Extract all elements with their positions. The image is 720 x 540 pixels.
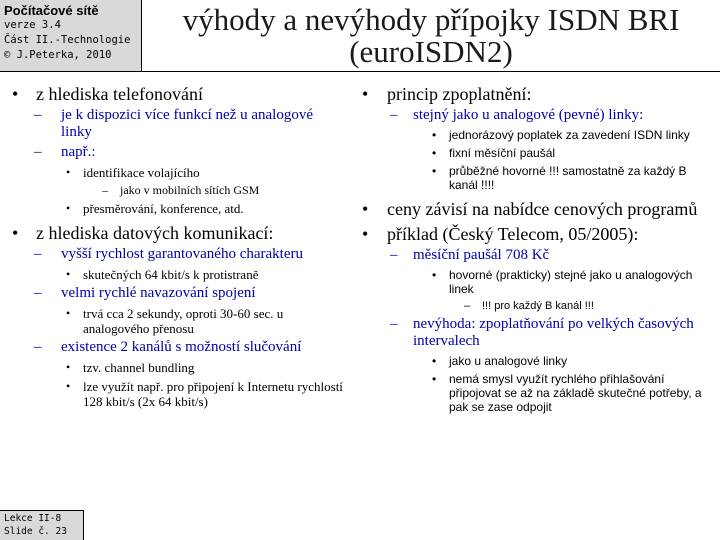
fast-setup-text: velmi rychlé navazování spojení xyxy=(61,285,256,301)
same-as-analog-item xyxy=(356,107,714,192)
caller-id-sublist xyxy=(6,183,346,197)
bullet-marker: • xyxy=(12,84,19,104)
dash-marker: – xyxy=(390,316,398,332)
course-info-box xyxy=(0,0,142,72)
two-channels-item xyxy=(6,339,346,409)
drawback-sublist xyxy=(356,354,714,414)
pricing-text: princip zpoplatnění: xyxy=(387,84,532,104)
bullet-marker: • xyxy=(66,201,71,215)
no-sense-text: nemá smysl využít rychlého přihlašování připojovat se až na základě skutečné potřeby, a pak se zase odpojit xyxy=(449,372,702,414)
bullet-marker: • xyxy=(362,224,369,244)
bullet-marker: • xyxy=(432,268,437,282)
slide-title-line1: výhody a nevýhody přípojky ISDN BRI xyxy=(182,2,680,37)
forwarding-text: přesměrování, konference, atd. xyxy=(83,201,244,216)
example-item xyxy=(6,144,346,216)
right-bullet-list xyxy=(356,85,714,414)
data-comm-item xyxy=(6,224,346,409)
fast-setup-sublist xyxy=(6,306,346,336)
example-sublist xyxy=(6,165,346,216)
bullet-marker: • xyxy=(432,164,437,178)
fast-setup-item xyxy=(6,285,346,336)
example-item xyxy=(356,225,714,414)
more-functions-item xyxy=(6,107,346,141)
monthly-item xyxy=(356,247,714,313)
telephony-text: z hlediska telefonování xyxy=(36,84,203,104)
example-text: příklad (Český Telecom, 05/2005): xyxy=(387,224,639,244)
dash-marker: – xyxy=(464,300,471,312)
calls-item xyxy=(356,268,714,313)
setup-time-text: trvá cca 2 sekundy, oproti 30-60 sec. u analogového přenosu xyxy=(83,306,284,336)
real-speed-text: skutečných 64 kbit/s k protistraně xyxy=(83,267,259,282)
slide-number-label: Slide č. 23 xyxy=(4,526,67,537)
bundling-text: tzv. channel bundling xyxy=(83,360,195,375)
bullet-marker: • xyxy=(66,360,71,374)
calls-note-item xyxy=(356,299,714,313)
guaranteed-sublist xyxy=(6,267,346,282)
caller-id-item xyxy=(6,165,346,197)
real-speed-item xyxy=(6,267,346,282)
dash-marker: – xyxy=(34,339,42,355)
bullet-marker: • xyxy=(66,165,71,179)
dash-marker: – xyxy=(34,285,42,301)
slide-title-bar xyxy=(142,0,720,72)
setup-time-item xyxy=(6,306,346,336)
like-analog-item xyxy=(356,354,714,368)
two-channels-sublist xyxy=(6,360,346,409)
forwarding-item xyxy=(6,201,346,216)
example-text: např.: xyxy=(61,144,96,160)
bullet-marker: • xyxy=(432,128,437,142)
drawback-item xyxy=(356,316,714,414)
same-as-analog-sublist xyxy=(356,128,714,192)
pricing-item xyxy=(356,85,714,192)
calls-note-text: !!! pro každý B kanál !!! xyxy=(482,300,594,312)
bullet-marker: • xyxy=(66,267,71,281)
more-functions-text: je k dispozici více funkcí než u analogové linky xyxy=(61,107,313,140)
course-name: Počítačové sítě xyxy=(4,3,99,18)
slide-title-line2: (euroISDN2) xyxy=(349,34,513,69)
per-call-text: průběžné hovorné !!! samostatně za každý B kanál !!!! xyxy=(449,164,687,192)
guaranteed-item xyxy=(6,246,346,282)
example-sublist xyxy=(356,247,714,414)
caller-id-sub-text: jako v mobilních sítích GSM xyxy=(120,183,260,197)
bullet-marker: • xyxy=(12,223,19,243)
data-comm-text: z hlediska datových komunikací: xyxy=(36,223,274,243)
monthly-fee-text: fixní měsíční paušál xyxy=(449,146,556,160)
version-label: verze 3.4 xyxy=(4,19,61,31)
telephony-sublist xyxy=(6,107,346,216)
like-analog-text: jako u analogové linky xyxy=(449,354,568,368)
slide-footer-box xyxy=(0,510,84,540)
pricing-sublist xyxy=(356,107,714,192)
dash-marker: – xyxy=(102,183,108,197)
bullet-marker: • xyxy=(432,354,437,368)
drawback-text: nevýhoda: zpoplatňování po velkých časových intervalech xyxy=(413,316,694,349)
bullet-marker: • xyxy=(66,379,71,393)
one-time-fee-text: jednorázový poplatek za zavedení ISDN linky xyxy=(449,128,690,142)
data-comm-sublist xyxy=(6,246,346,409)
calls-sublist xyxy=(356,299,714,313)
part-label: Část II.-Technologie xyxy=(4,34,131,46)
bullet-marker: • xyxy=(362,84,369,104)
bundling-item xyxy=(6,360,346,375)
offers-text: ceny závisí na nabídce cenových programů xyxy=(387,199,698,219)
one-time-fee-item xyxy=(356,128,714,142)
dash-marker: – xyxy=(390,247,398,263)
per-call-item xyxy=(356,164,714,192)
lesson-label: Lekce II-8 xyxy=(4,513,62,524)
dash-marker: – xyxy=(34,107,42,123)
monthly-fee-item xyxy=(356,146,714,160)
bullet-marker: • xyxy=(66,306,71,320)
internet-text: lze využít např. pro připojení k Internetu rychlostí 128 kbit/s (2x 64 kbit/s) xyxy=(83,379,343,409)
caller-id-sub-item xyxy=(6,183,346,197)
left-column xyxy=(6,85,346,412)
same-as-analog-text: stejný jako u analogové (pevné) linky: xyxy=(413,107,644,123)
bullet-marker: • xyxy=(432,372,437,386)
monthly-text: měsíční paušál 708 Kč xyxy=(413,247,550,263)
telephony-item xyxy=(6,85,346,216)
author-label: © J.Peterka, 2010 xyxy=(4,49,112,61)
monthly-sublist xyxy=(356,268,714,313)
bullet-marker: • xyxy=(362,199,369,219)
internet-item xyxy=(6,379,346,409)
two-channels-text: existence 2 kanálů s možností slučování xyxy=(61,339,302,355)
caller-id-text: identifikace volajícího xyxy=(83,165,200,180)
calls-text: hovorné (prakticky) stejné jako u analogových linek xyxy=(449,268,693,296)
offers-item xyxy=(356,200,714,219)
left-bullet-list xyxy=(6,85,346,409)
dash-marker: – xyxy=(34,144,42,160)
right-column xyxy=(356,85,714,417)
guaranteed-text: vyšší rychlost garantovaného charakteru xyxy=(61,246,303,262)
dash-marker: – xyxy=(390,107,398,123)
no-sense-item xyxy=(356,372,714,414)
bullet-marker: • xyxy=(432,146,437,160)
dash-marker: – xyxy=(34,246,42,262)
